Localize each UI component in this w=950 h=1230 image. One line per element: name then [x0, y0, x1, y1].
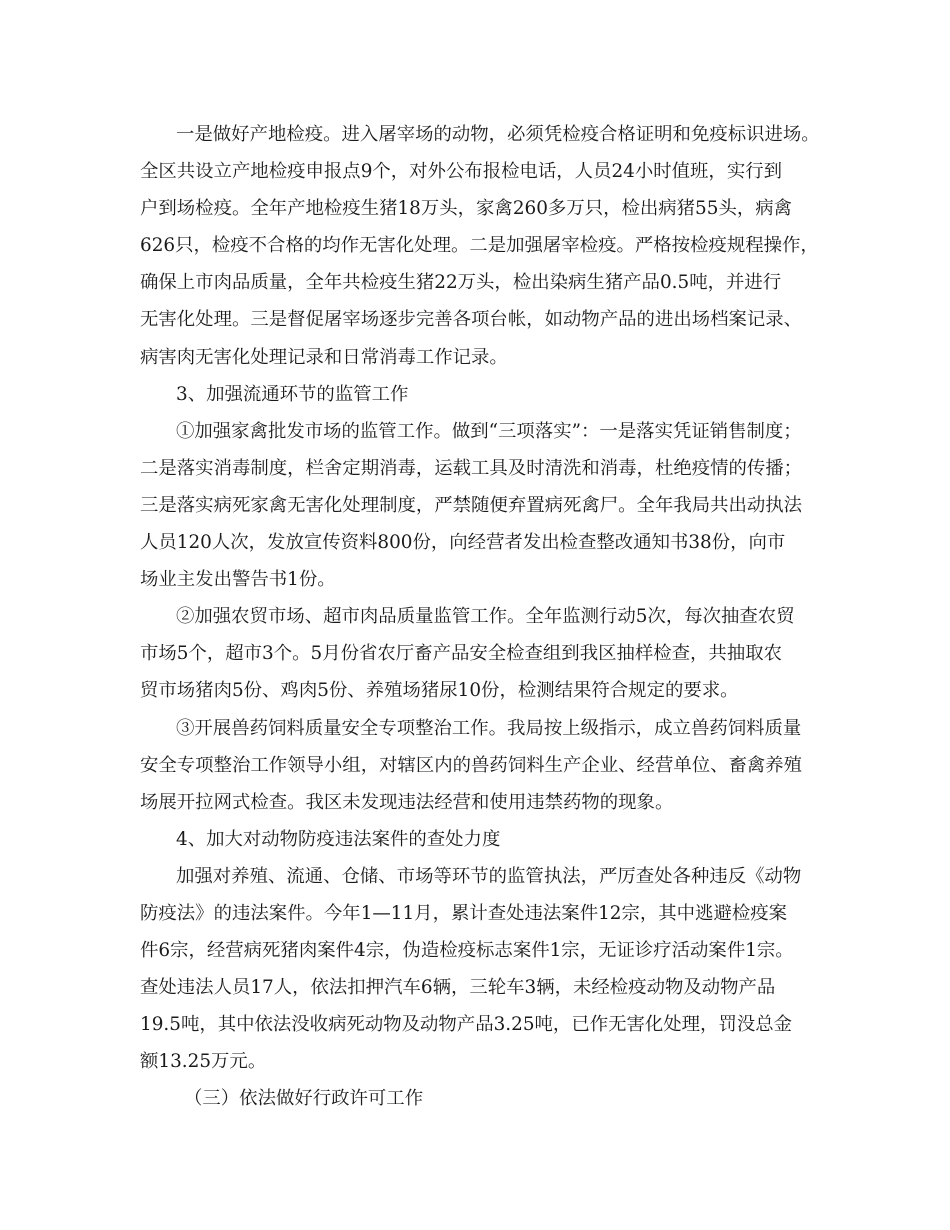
paragraph-line: 防疫法》的违法案件。今年1—11月，累计查处违法案件12宗，其中逃避检疫案: [140, 902, 788, 924]
paragraph-line: 人员120人次，发放宣传资料800份，向经营者发出检查整改通知书38份，向市: [140, 532, 786, 554]
paragraph-line: ②加强农贸市场、超市肉品质量监管工作。全年监测行动5次，每次抽查农贸: [176, 606, 795, 628]
paragraph-line: 二是落实消毒制度，栏舍定期消毒，运载工具及时清洗和消毒，杜绝疫情的传播；: [140, 457, 803, 479]
paragraph-line: 病害肉无害化处理记录和日常消毒工作记录。: [140, 346, 508, 368]
paragraph-line: 场业主发出警告书1份。: [140, 569, 336, 591]
paragraph-line: 贸市场猪肉5份、鸡肉5份、养殖场猪尿10份，检测结果符合规定的要求。: [140, 680, 739, 702]
paragraph-line: 确保上市肉品质量，全年共检疫生猪22万头，检出染病生猪产品0.5吨，并进行: [140, 272, 782, 294]
paragraph-line: 三是落实病死家禽无害化处理制度，严禁随便弃置病死禽尸。全年我局共出动执法: [140, 494, 803, 516]
paragraph-line: 加强对养殖、流通、仓储、市场等环节的监管执法，严厉查处各种违反《动物: [176, 865, 802, 887]
paragraph-line: 市场5个，超市3个。5月份省农厅畜产品安全检查组到我区抽样检查，共抽取农: [140, 643, 782, 665]
paragraph-line: 安全专项整治工作领导小组，对辖区内的兽药饲料生产企业、经营单位、畜禽养殖: [140, 754, 803, 776]
paragraph-line: 无害化处理。三是督促屠宰场逐步完善各项台帐，如动物产品的进出场档案记录、: [140, 309, 803, 331]
section-heading: 4、加大对动物防疫违法案件的查处力度: [176, 828, 501, 850]
paragraph-line: 场展开拉网式检查。我区未发现违法经营和使用违禁药物的现象。: [140, 791, 674, 813]
paragraph-line: ③开展兽药饲料质量安全专项整治工作。我局按上级指示，成立兽药饲料质量: [176, 717, 802, 739]
paragraph-line: 额13.25万元。: [140, 1051, 267, 1073]
paragraph-line: 一是做好产地检疫。进入屠宰场的动物，必须凭检疫合格证明和免疫标识进场。: [176, 124, 820, 145]
section-heading: 3、加强流通环节的监管工作: [176, 383, 409, 405]
paragraph-line: 件6宗，经营病死猪肉案件4宗，伪造检疫标志案件1宗，无证诊疗活动案件1宗。: [140, 940, 794, 962]
paragraph-line: ①加强家禽批发市场的监管工作。做到“三项落实”：一是落实凭证销售制度；: [176, 420, 802, 442]
paragraph-line: 全区共设立产地检疫申报点9个，对外公布报检电话，人员24小时值班，实行到: [140, 161, 782, 183]
paragraph-line: 19.5吨，其中依法没收病死动物及动物产品3.25吨，已作无害化处理，罚没总金: [140, 1014, 793, 1036]
paragraph-line: 户到场检疫。全年产地检疫生猪18万头，家禽260多万只，检出病猪55头，病禽: [140, 198, 793, 220]
section-heading: （三）依法做好行政许可工作: [184, 1088, 424, 1110]
document-body: [140, 116, 830, 1118]
paragraph-line: 626只，检疫不合格的均作无害化处理。二是加强屠宰检疫。严格按检疫规程操作，: [140, 235, 819, 257]
paragraph-line: 查处违法人员17人，依法扣押汽车6辆，三轮车3辆，未经检疫动物及动物产品: [140, 977, 776, 999]
